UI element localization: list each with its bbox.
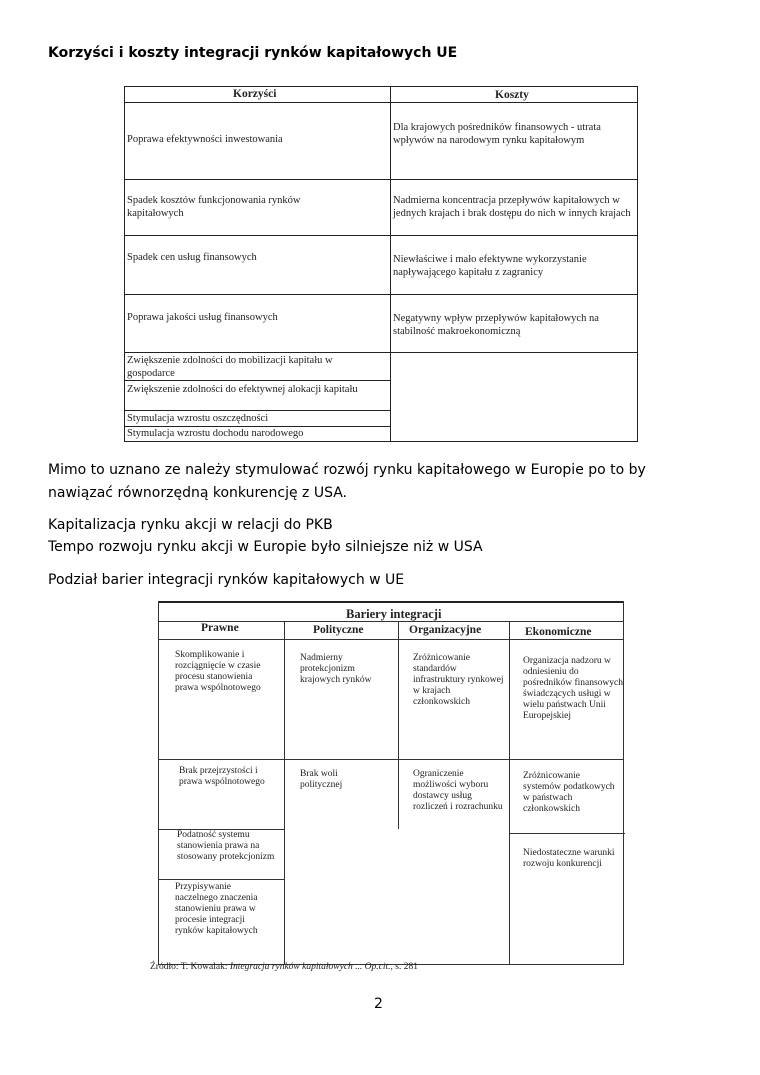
- table1-benefit-cell: Poprawa efektywności inwestowania: [127, 134, 283, 145]
- table1-extra-benefit: Stymulacja wzrostu dochodu narodowego: [127, 428, 304, 439]
- table2-barrier-cell: Zróżnicowanie systemów podatkowych w państwach członkowskich: [523, 771, 615, 814]
- paragraph-capitalization: Kapitalizacja rynku akcji w relacji do PKB: [48, 517, 333, 533]
- table1-header-line: [125, 102, 637, 103]
- paragraph-growth-rate: Tempo rozwoju rynku akcji w Europie było silniejsze niż w USA: [48, 539, 483, 555]
- table1-extra-benefit: Zwiększenie zdolności do efektywnej alokacji kapitału: [127, 384, 358, 395]
- table1-row-line: [125, 352, 637, 353]
- page-heading: Korzyści i koszty integracji rynków kapitałowych UE: [48, 45, 458, 61]
- table2-barrier-cell: Zróżnicowanie standardów infrastruktury rynkowej w krajach członkowskich: [413, 653, 504, 707]
- table2-barrier-cell: Podatność systemu stanowienia prawa na stosowany protekcjonizm: [177, 830, 275, 862]
- table2-barrier-cell: Organizacja nadzoru w odniesieniu do pośredników finansowych świadczących usługi w wielu państwach Unii Europejskiej: [523, 656, 623, 721]
- table1-benefit-cell: Spadek kosztów funkcjonowania rynków kapitałowych: [127, 195, 301, 219]
- table2-barrier-cell: Ograniczenie możliwości wyboru dostawcy usług rozliczeń i rozrachunku: [413, 769, 503, 812]
- table2-row-line: [159, 879, 285, 880]
- source-title: Integracja rynków kapitałowych ... Op.cit.,: [229, 962, 393, 972]
- benefits-costs-table: [124, 86, 638, 442]
- table2-row-line: [509, 833, 625, 834]
- table1-header-benefits: Korzyści: [233, 88, 277, 100]
- table1-cost-cell: Negatywny wpływ przepływów kapitałowych na stabilność makroekonomiczną: [393, 313, 599, 337]
- table2-header-line: [159, 639, 623, 640]
- table2-barrier-cell: Brak przejrzystości i prawa wspólnotowego: [179, 766, 265, 787]
- table2-col-divider: [509, 621, 510, 964]
- table1-row-line: [125, 294, 637, 295]
- table1-cost-cell: Niewłaściwe i mało efektywne wykorzystanie napływającego kapitału z zagranicy: [393, 254, 587, 278]
- table2-barrier-cell: Brak woli politycznej: [300, 769, 343, 790]
- table1-row-line: [125, 380, 390, 381]
- table2-barrier-cell: Przypisywanie naczelnego znaczenia stanowieniu prawa w procesie integracji rynków kapitałowych: [175, 882, 258, 936]
- table1-column-divider: [390, 87, 391, 441]
- table2-barrier-cell: Skomplikowanie i rozciągnięcie w czasie procesu stanowienia prawa wspólnotowego: [175, 650, 261, 693]
- table2-col-divider: [284, 621, 285, 829]
- table2-header-legal: Prawne: [201, 622, 239, 634]
- table2-source-note: [150, 962, 418, 972]
- paragraph-barriers-title: Podział barier integracji rynków kapitałowych w UE: [48, 572, 405, 588]
- table1-row-line: [125, 235, 637, 236]
- table1-cost-cell: Dla krajowych pośredników finansowych - utrata wpływów na narodowym rynku kapitałowym: [393, 122, 601, 146]
- source-suffix: s. 281: [395, 962, 418, 972]
- source-prefix: Źródło: T. Kowalak:: [150, 962, 230, 972]
- table2-barrier-cell: Niedostateczne warunki rozwoju konkurencji: [523, 848, 615, 869]
- table2-title: Bariery integracji: [346, 607, 442, 621]
- table2-header-political: Polityczne: [313, 624, 364, 636]
- table2-top-rule: [159, 601, 623, 603]
- table2-barrier-cell: Nadmierny protekcjonizm krajowych rynków: [300, 653, 372, 685]
- table2-header-organizational: Organizacyjne: [409, 624, 482, 636]
- table1-row-line: [125, 179, 637, 180]
- table2-row-line: [159, 759, 623, 760]
- table2-header-economic: Ekonomiczne: [525, 626, 592, 638]
- integration-barriers-table: [158, 601, 624, 965]
- table1-benefit-cell: Spadek cen usług finansowych: [127, 252, 257, 263]
- table1-row-line: [125, 410, 390, 411]
- paragraph-stimulate-market: Mimo to uznano ze należy stymulować rozwój rynku kapitałowego w Europie po to by nawiązać równorzędną konkurencję z USA.: [48, 462, 646, 501]
- table2-col-divider: [398, 621, 399, 829]
- table1-extra-benefit: Stymulacja wzrostu oszczędności: [127, 413, 269, 424]
- table1-cost-cell: Nadmierna koncentracja przepływów kapitałowych w jednych krajach i brak dostępu do nich w innych krajach: [393, 195, 631, 219]
- table1-extra-benefit: Zwiększenie zdolności do mobilizacji kapitału w gospodarce: [127, 355, 333, 379]
- table2-col-divider: [284, 829, 285, 964]
- page-number: 2: [374, 996, 383, 1012]
- table1-header-costs: Koszty: [495, 89, 529, 101]
- table1-benefit-cell: Poprawa jakości usług finansowych: [127, 312, 278, 323]
